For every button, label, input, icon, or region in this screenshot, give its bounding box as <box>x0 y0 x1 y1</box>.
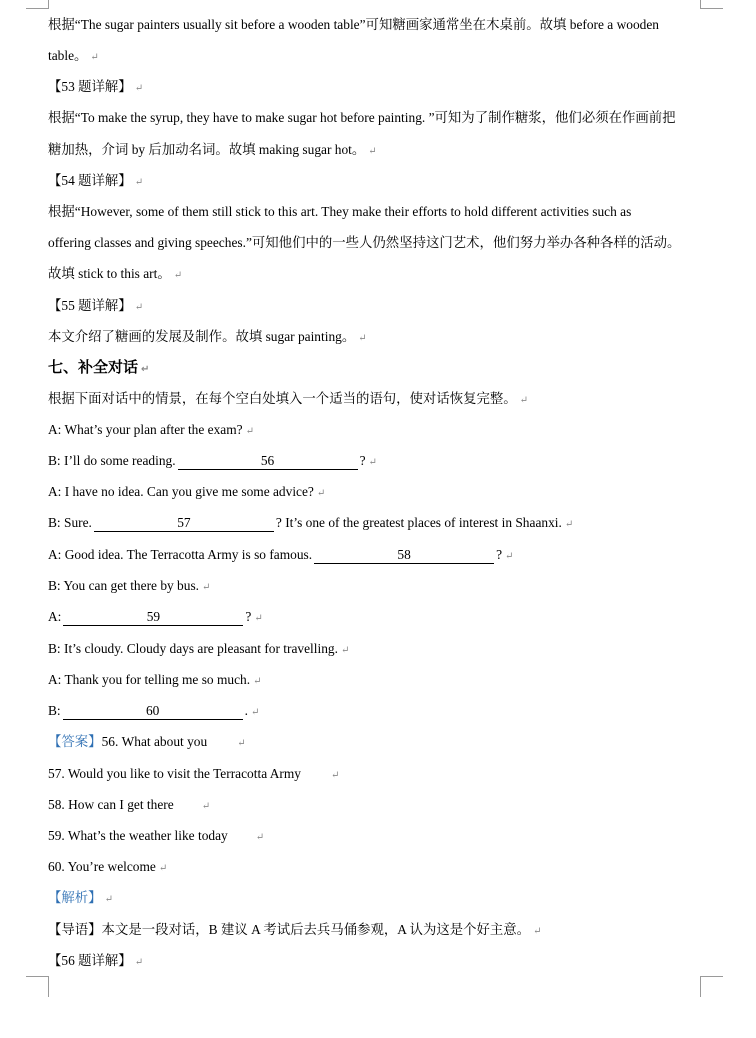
text: 【56 题详解】 <box>48 953 132 968</box>
paragraph-line <box>48 47 99 67</box>
text: ? <box>496 547 503 562</box>
text: 根据“The sugar painters usually sit before a wooden table”可知糖画家通常坐在木桌前。故填 before a wooden <box>48 17 659 32</box>
dialogue-line <box>48 608 263 628</box>
page-corner-mark <box>26 976 49 997</box>
answer-blank-58[interactable]: 58 <box>314 547 494 564</box>
answer-line <box>48 765 339 785</box>
text: 57. Would you like to visit the Terracotta Army <box>48 766 301 781</box>
answer-blank-57[interactable]: 57 <box>94 515 274 532</box>
paragraph-line <box>48 921 541 941</box>
question-label <box>48 78 143 98</box>
paragraph-mark-icon: ↵ <box>245 426 254 437</box>
text: B: I’ll do some reading. <box>48 453 176 468</box>
text: A: Good idea. The Terracotta Army is so famous. <box>48 547 313 562</box>
text: B: It’s cloudy. Cloudy days are pleasant for travelling. <box>48 641 338 656</box>
text: A: <box>48 609 62 624</box>
text: 【54 题详解】 <box>48 173 132 188</box>
paragraph-mark-icon: ↵ <box>253 676 262 687</box>
page-corner-mark <box>26 0 49 9</box>
paragraph-line <box>48 265 182 285</box>
paragraph-mark-icon: ↵ <box>340 645 350 656</box>
text: 59. What’s the weather like today <box>48 828 228 843</box>
paragraph-mark-icon: ↵ <box>237 738 246 749</box>
paragraph-mark-icon: ↵ <box>368 146 377 157</box>
dialogue-line <box>48 546 513 566</box>
text: 【解析】 <box>48 890 102 905</box>
text: . <box>244 703 249 718</box>
text: table。 <box>48 48 88 63</box>
answer-line <box>48 796 210 816</box>
paragraph-mark-icon: ↵ <box>90 52 99 63</box>
answer-line <box>48 827 264 847</box>
text: 【导语】本文是一段对话，B 建议 A 考试后去兵马俑参观，A 认为这是个好主意。 <box>48 922 531 937</box>
paragraph-mark-icon: ↵ <box>505 551 514 562</box>
answer-blank-56[interactable]: 56 <box>178 453 358 470</box>
paragraph-mark-icon: ↵ <box>141 364 150 375</box>
text: 56. What about you <box>101 734 208 749</box>
paragraph-mark-icon: ↵ <box>202 582 211 593</box>
dialogue-line <box>48 514 573 534</box>
answer-blank-60[interactable]: 60 <box>63 703 243 720</box>
question-label <box>48 952 143 972</box>
text: ? <box>359 453 366 468</box>
paragraph-mark-icon: ↵ <box>158 863 168 874</box>
paragraph-mark-icon: ↵ <box>251 707 260 718</box>
text: 根据下面对话中的情景，在每个空白处填入一个适当的语句，使对话恢复完整。 <box>48 391 517 406</box>
text: B: You can get there by bus. <box>48 578 200 593</box>
paragraph-mark-icon: ↵ <box>316 488 326 499</box>
text: 糖加热，介词 by 后加动名词。故填 making sugar hot。 <box>48 142 366 157</box>
dialogue-line <box>48 640 349 660</box>
dialogue-line <box>48 702 259 722</box>
question-label <box>48 297 143 317</box>
text: ? It’s one of the greatest places of interest in Shaanxi. <box>275 515 562 530</box>
paragraph-mark-icon: ↵ <box>331 770 340 781</box>
text: offering classes and giving speeches.”可知他们中的一些人仍然坚持这门艺术，他们努力举办各种各样的活动。 <box>48 235 681 250</box>
dialogue-line <box>48 452 377 472</box>
text: 故填 stick to this art。 <box>48 266 171 281</box>
text: 60. You’re welcome <box>48 859 156 874</box>
paragraph-mark-icon: ↵ <box>134 957 144 968</box>
paragraph-line <box>48 141 377 161</box>
dialogue-line <box>48 421 254 441</box>
paragraph-mark-icon: ↵ <box>201 801 211 812</box>
text: 【53 题详解】 <box>48 79 132 94</box>
page-corner-mark <box>700 976 723 997</box>
answer-line <box>48 733 246 753</box>
section-heading <box>48 358 149 379</box>
text: ? <box>245 609 252 624</box>
text: A: I have no idea. Can you give me some advice? <box>48 484 314 499</box>
paragraph-line <box>48 234 680 252</box>
answer-line <box>48 858 167 878</box>
text: A: Thank you for telling me so much. <box>48 672 251 687</box>
question-label <box>48 172 143 192</box>
text: 根据“To make the syrup, they have to make sugar hot before painting. ”可知为了制作糖浆，他们必须在作画前把 <box>48 110 676 125</box>
paragraph-mark-icon: ↵ <box>255 832 265 843</box>
paragraph-mark-icon: ↵ <box>564 519 574 530</box>
text: 58. How can I get there <box>48 797 174 812</box>
paragraph-mark-icon: ↵ <box>134 177 144 188</box>
dialogue-line <box>48 577 210 597</box>
page-corner-mark <box>700 0 723 9</box>
paragraph-mark-icon: ↵ <box>134 302 144 313</box>
dialogue-line <box>48 483 325 503</box>
paragraph-mark-icon: ↵ <box>358 333 367 344</box>
paragraph-mark-icon: ↵ <box>368 457 377 468</box>
paragraph-line <box>48 16 659 34</box>
dialogue-line <box>48 671 261 691</box>
paragraph-mark-icon: ↵ <box>173 270 183 281</box>
answer-blank-59[interactable]: 59 <box>63 609 243 626</box>
instruction-line <box>48 390 528 410</box>
text: A: What’s your plan after the exam? <box>48 422 243 437</box>
answer-label: 【答案】 <box>48 734 102 749</box>
text: 七、补全对话 <box>48 358 139 376</box>
text: 本文介绍了糖画的发展及制作。故填 sugar painting。 <box>48 329 356 344</box>
paragraph-line <box>48 328 367 348</box>
text: 【55 题详解】 <box>48 298 132 313</box>
paragraph-line <box>48 109 676 127</box>
paragraph-mark-icon: ↵ <box>104 894 113 905</box>
paragraph-line <box>48 203 631 221</box>
text: 根据“However, some of them still stick to this art. They make their efforts to hold different activities such as <box>48 204 632 219</box>
paragraph-mark-icon: ↵ <box>134 83 144 94</box>
paragraph-mark-icon: ↵ <box>254 613 263 624</box>
paragraph-mark-icon: ↵ <box>533 926 542 937</box>
text: B: <box>48 703 61 718</box>
text: B: Sure. <box>48 515 92 530</box>
paragraph-mark-icon: ↵ <box>519 395 529 406</box>
analysis-label <box>48 889 113 909</box>
